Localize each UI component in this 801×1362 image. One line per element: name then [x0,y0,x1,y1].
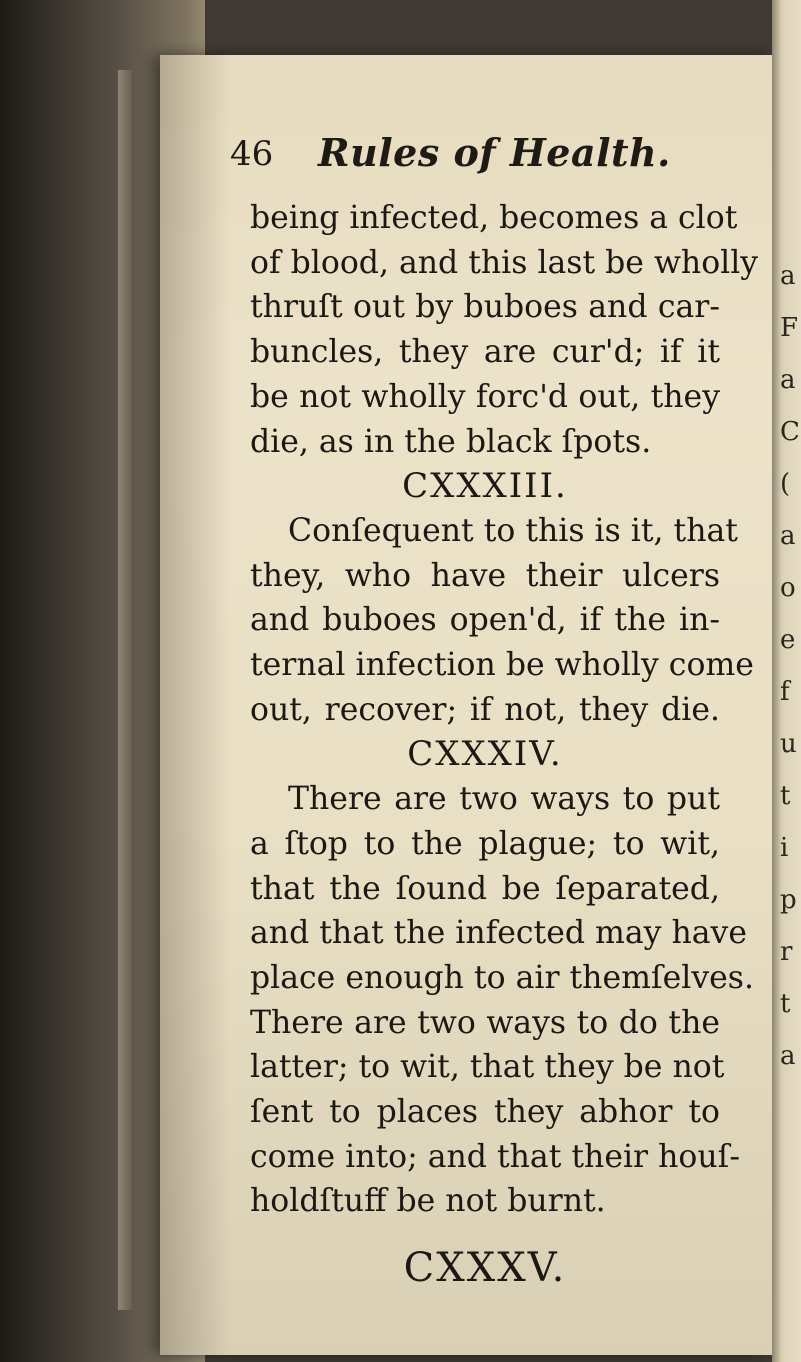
text-line: die, as in the black ſpots. [250,423,652,460]
text-line: latter; to wit, that they be not [250,1049,725,1086]
facing-page-fragment: a [780,1041,796,1071]
paragraph-first-line: Conſequent to this is it, that [288,512,738,549]
text-line: ternal infection be wholly come [250,647,754,684]
facing-page-fragment: a [780,261,796,291]
text-line: holdſtuff be not burnt. [250,1183,606,1220]
text-line: buncles, they are cur'd; if it [250,334,720,371]
text-line: that the ſound be ſeparated, [250,870,720,907]
text-line: of blood, and this last be wholly [250,244,759,281]
section-heading: CXXXIV. [407,734,563,775]
text-line: they, who have their ulcers [250,557,720,594]
facing-page-fragment: i [780,833,789,863]
section-heading: CXXXIII. [402,466,568,507]
text-line: out, recover; if not, they die. [250,691,720,728]
page-number: 46 [230,134,274,174]
page-edges [118,70,132,1310]
facing-page-fragment: t [780,781,791,811]
running-title: Rules of Health. [318,130,671,175]
facing-page-fragment: F [780,313,799,343]
page-header [230,130,750,190]
text-line: ſent to places they abhor to [250,1094,720,1131]
text-line: and that the infected may have [250,915,747,952]
page-text-body [250,196,759,1292]
section-heading: CXXXV. [403,1245,567,1292]
text-line: come into; and that their houſ- [250,1138,740,1175]
facing-page-fragment: p [780,885,797,915]
text-line: a ſtop to the plague; to wit, [250,825,720,862]
facing-page-fragment: f [780,677,790,707]
facing-page-fragment: e [780,625,796,655]
facing-page-fragment: r [780,937,793,967]
text-line: place enough to air themſelves. [250,959,754,996]
text-line: being infected, becomes a clot [250,200,738,236]
text-line: thruſt out by buboes and car- [250,289,720,326]
facing-page-fragment: t [780,989,791,1019]
text-line: be not wholly forc'd out, they [250,378,720,415]
facing-page-strip [772,0,801,1362]
facing-page-fragment: u [780,729,797,759]
facing-page-fragment: a [780,521,796,551]
text-line: and buboes open'd, if the in- [250,602,720,639]
facing-page-fragment: ( [780,469,791,499]
text-line: There are two ways to do the [250,1004,720,1041]
facing-page-fragment: o [780,573,796,603]
paragraph-first-line: There are two ways to put [288,781,720,818]
facing-page-fragment: C [780,417,800,447]
facing-page-fragment: a [780,365,796,395]
